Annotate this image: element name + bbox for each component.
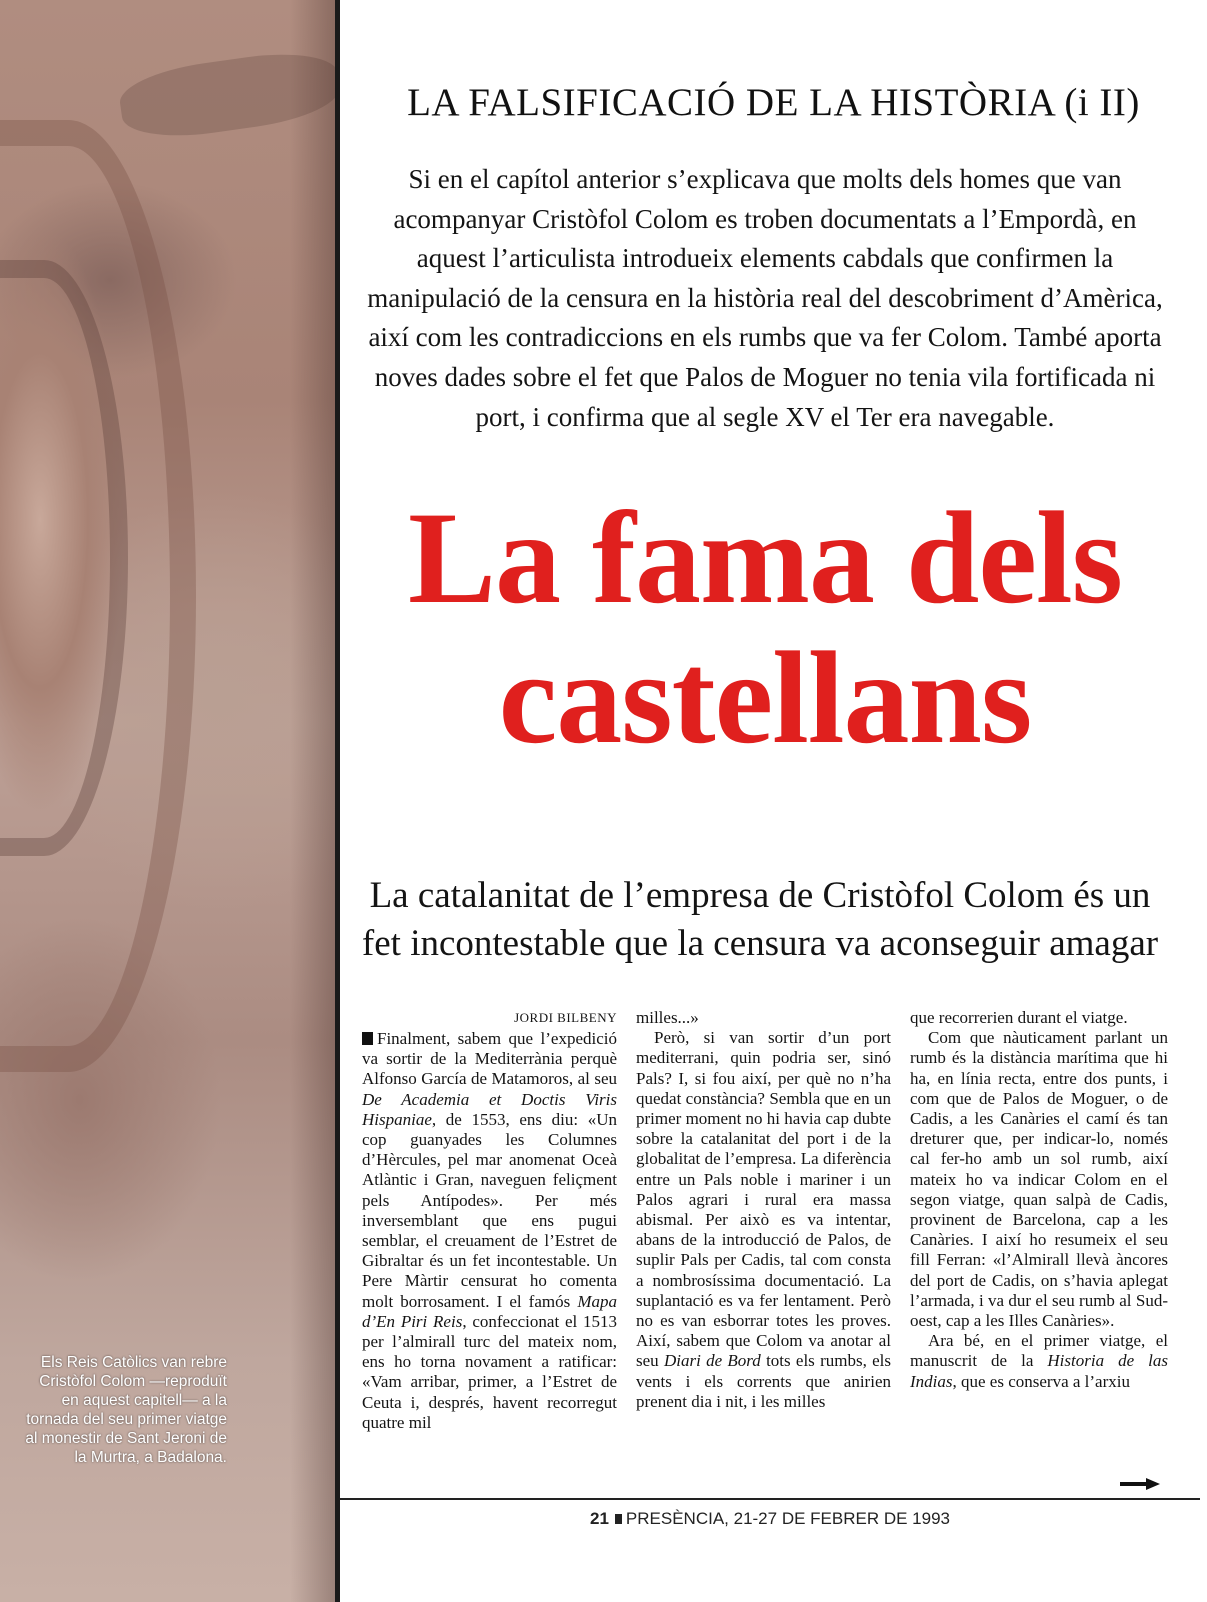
text-run: Finalment, sabem que l’expedició va sortir de la Mediterrània perquè Alfonso García de Matamoros, al seu (362, 1029, 617, 1089)
article-column-1 (362, 1008, 617, 1433)
page-number: 21 (590, 1509, 609, 1528)
article-headline (345, 484, 1185, 771)
text-run: Ara bé, en el primer viatge, el manuscrit de la (910, 1331, 1168, 1371)
paragraph: que recorrerien durant el viatge. (910, 1008, 1128, 1027)
book-title: Historia de las Indias (910, 1351, 1168, 1391)
text-run: , que es conserva a l’arxiu (952, 1371, 1130, 1391)
article-column-3 (910, 1008, 1168, 1392)
text-run: Però, si van sortir d’un port mediterrani, quin podria ser, sinó Pals? I, si fou així, per què no n’ha quedat constància? Sembla que en un primer moment no hi havia cap dubte sobre la catalanitat del port i de la globalitat de l’empresa. La diferència entre un Pals noble i mariner i un Palos agrari i rural era massa abismal. Per això es va intentar, abans de la introducció de Palos, de suplir Pals per Cadis, tal com consta a nombrosíssima documentació. La suplantació es va fer lentament. Però no es van esborrar totes les proves. Així, sabem que Colom va anotar al seu (636, 1028, 891, 1371)
capital-photo (0, 0, 335, 1602)
paragraph (636, 1028, 891, 1412)
series-kicker: LA FALSIFICACIÓ DE LA HISTÒRIA (i II) (407, 81, 1140, 124)
text-run: , de 1553, ens diu: «Un cop guanyades les Columnes d’Hèrcules, pel mar anomenat Oceà Atlàntic i Gran, naveguen feliçment pels Antípodes». Per més inversemblant que ens pugui semblar, el creuament de l’Estret de Gibraltar és un fet incontestable. Un Pere Màrtir censurat ho comenta molt borrosament. I el famós (362, 1109, 617, 1311)
article-column-2 (636, 1008, 891, 1412)
publication-info: PRESÈNCIA, 21-27 DE FEBRER DE 1993 (625, 1509, 950, 1528)
square-bullet-icon (615, 1514, 622, 1524)
text-run: , confeccionat el 1513 per l’almirall turc del mateix nom, ens ho torna novament a ratificar: «Vam arribar, primer, a l’Estret de Ceuta i, després, havent recorregut quatre mil (362, 1311, 617, 1432)
book-title: De Academia et Doctis Viris Hispaniae (362, 1089, 617, 1129)
paragraph (910, 1331, 1168, 1392)
article-subhead: La catalanitat de l’empresa de Cristòfol Colom és un fet incontestable que la censura va aconseguir amagar (361, 875, 1159, 964)
photo-detail (290, 0, 335, 1602)
book-title: Diari de Bord (663, 1351, 761, 1371)
text-run: tots els rumbs, els vents i els corrents que anirien prenent dia i nit, i les milles (636, 1351, 891, 1411)
square-bullet-icon (362, 1032, 373, 1045)
page-gutter (335, 0, 340, 1602)
continue-arrow-icon (1120, 1478, 1160, 1490)
headline-line: castellans (498, 624, 1032, 771)
paragraph (362, 1029, 617, 1433)
page-footer (340, 1509, 1200, 1529)
paragraph: Com que nàuticament parlant un rumb és la distància marítima que hi ha, en línia recta, entre dos punts, i com que de Palos de Moguer, o de Cadis, a les Canàries el camí és tan dreturer que, per indicar-lo, només cal fer-ho amb un sol rumb, així mateix ho va indicar Colom en el segon viatge, quan salpà de Cadis, provinent de Barcelona, cap a les Canàries. I així ho resumeix el seu fill Ferran: «l’Almirall llevà àncores del port de Cadis, on s’havia aplegat l’armada, i va dur el seu rumb al Sud-oest, cap a les Illes Canàries». (910, 1028, 1168, 1331)
paragraph: milles...» (636, 1008, 699, 1027)
map-title: Mapa d’En Piri Reis (362, 1291, 617, 1331)
footer-rule (340, 1498, 1200, 1500)
byline: JORDI BILBENY (514, 1010, 617, 1025)
photo-caption: Els Reis Catòlics van rebre Cristòfol Colom —reproduït en aquest capitell— a la tornada del seu primer viatge al monestir de Sant Jeroni de la Murtra, a Badalona. (25, 1354, 227, 1466)
article-intro: Si en el capítol anterior s’explicava que molts dels homes que van acompanyar Cristòfol Colom es troben documentats a l’Empordà, en aquest l’articulista introdueix elements cabdals que confirmen la manipulació de la censura en la història real del descobriment d’Amèrica, així com les contradiccions en els rumbs que va fer Colom. També aporta noves dades sobre el fet que Palos de Moguer no tenia vila fortificada ni port, i confirma que al segle XV el Ter era navegable. (367, 164, 1163, 432)
headline-line: La fama dels (408, 484, 1122, 631)
